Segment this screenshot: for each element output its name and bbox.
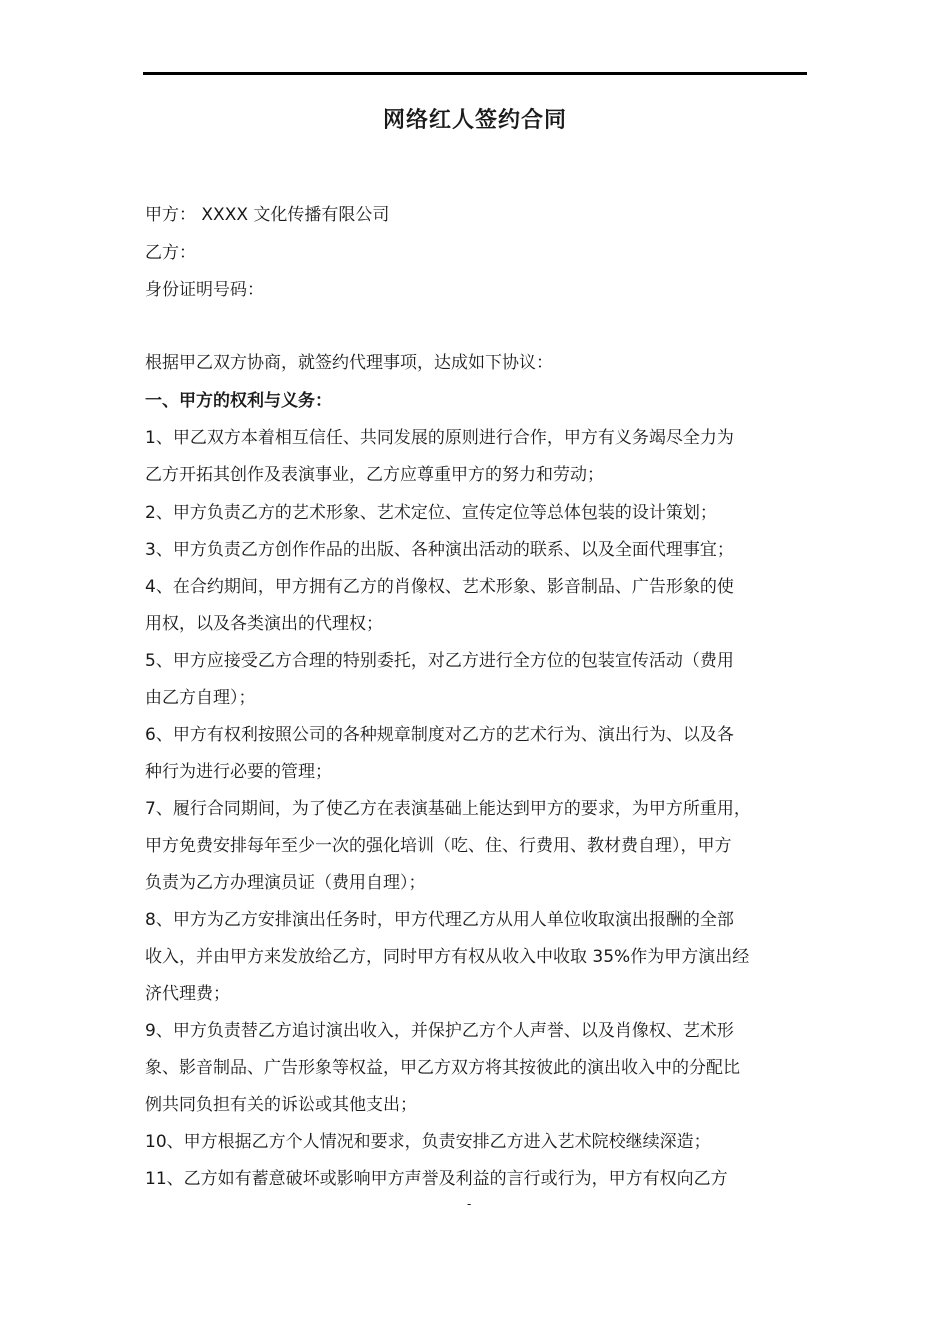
section-heading: 一、甲方的权利与义务： (145, 391, 332, 411)
id-number-line: 身份证明号码： (145, 280, 264, 300)
clause-line: 2、甲方负责乙方的艺术形象、艺术定位、宣传定位等总体包装的设计策划； (145, 503, 717, 523)
clause-line: 收入，并由甲方来发放给乙方，同时甲方有权从收入中收取 35%作为甲方演出经 (145, 947, 750, 967)
clause-line: 例共同负担有关的诉讼或其他支出； (145, 1095, 417, 1115)
page-footer-mark: - (467, 1197, 472, 1211)
document-title: 网络红人签约合同 (382, 108, 567, 133)
clause-line: 5、甲方应接受乙方合理的特别委托，对乙方进行全方位的包装宣传活动（费用 (145, 651, 734, 671)
clause-line: 7、履行合同期间，为了使乙方在表演基础上能达到甲方的要求，为甲方所重用， (145, 799, 751, 819)
clause-line: 1、甲乙双方本着相互信任、共同发展的原则进行合作，甲方有义务竭尽全力为 (145, 428, 734, 448)
clause-line: 济代理费； (145, 984, 230, 1004)
clause-line: 种行为进行必要的管理； (145, 762, 332, 782)
clause-line: 象、影音制品、广告形象等权益，甲乙方双方将其按彼此的演出收入中的分配比 (145, 1058, 740, 1078)
clause-line: 3、甲方负责乙方创作作品的出版、各种演出活动的联系、以及全面代理事宜； (145, 540, 734, 560)
clause-line: 9、甲方负责替乙方追讨演出收入，并保护乙方个人声誉、以及肖像权、艺术形 (145, 1021, 734, 1041)
clause-line: 由乙方自理）； (145, 688, 256, 708)
clause-line: 用权，以及各类演出的代理权； (145, 614, 383, 634)
clause-line: 4、在合约期间，甲方拥有乙方的肖像权、艺术形象、影音制品、广告形象的使 (145, 577, 734, 597)
clause-line: 6、甲方有权利按照公司的各种规章制度对乙方的艺术行为、演出行为、以及各 (145, 725, 734, 745)
party-b-line: 乙方： (145, 243, 196, 263)
party-a-line: 甲方： XXXX 文化传播有限公司 (145, 205, 390, 225)
intro-paragraph: 根据甲乙双方协商，就签约代理事项，达成如下协议： (145, 353, 553, 373)
clause-line: 乙方开拓其创作及表演事业，乙方应尊重甲方的努力和劳动； (145, 465, 604, 485)
clause-line: 负责为乙方办理演员证（费用自理）； (145, 873, 426, 893)
clause-line: 8、甲方为乙方安排演出任务时，甲方代理乙方从用人单位收取演出报酬的全部 (145, 910, 734, 930)
clause-line: 10、甲方根据乙方个人情况和要求，负责安排乙方进入艺术院校继续深造； (145, 1132, 711, 1152)
clause-line: 甲方免费安排每年至少一次的强化培训（吃、住、行费用、教材费自理），甲方 (145, 836, 732, 856)
header-rule (143, 72, 807, 75)
clause-line: 11、乙方如有蓄意破坏或影响甲方声誉及利益的言行或行为，甲方有权向乙方 (145, 1169, 728, 1189)
